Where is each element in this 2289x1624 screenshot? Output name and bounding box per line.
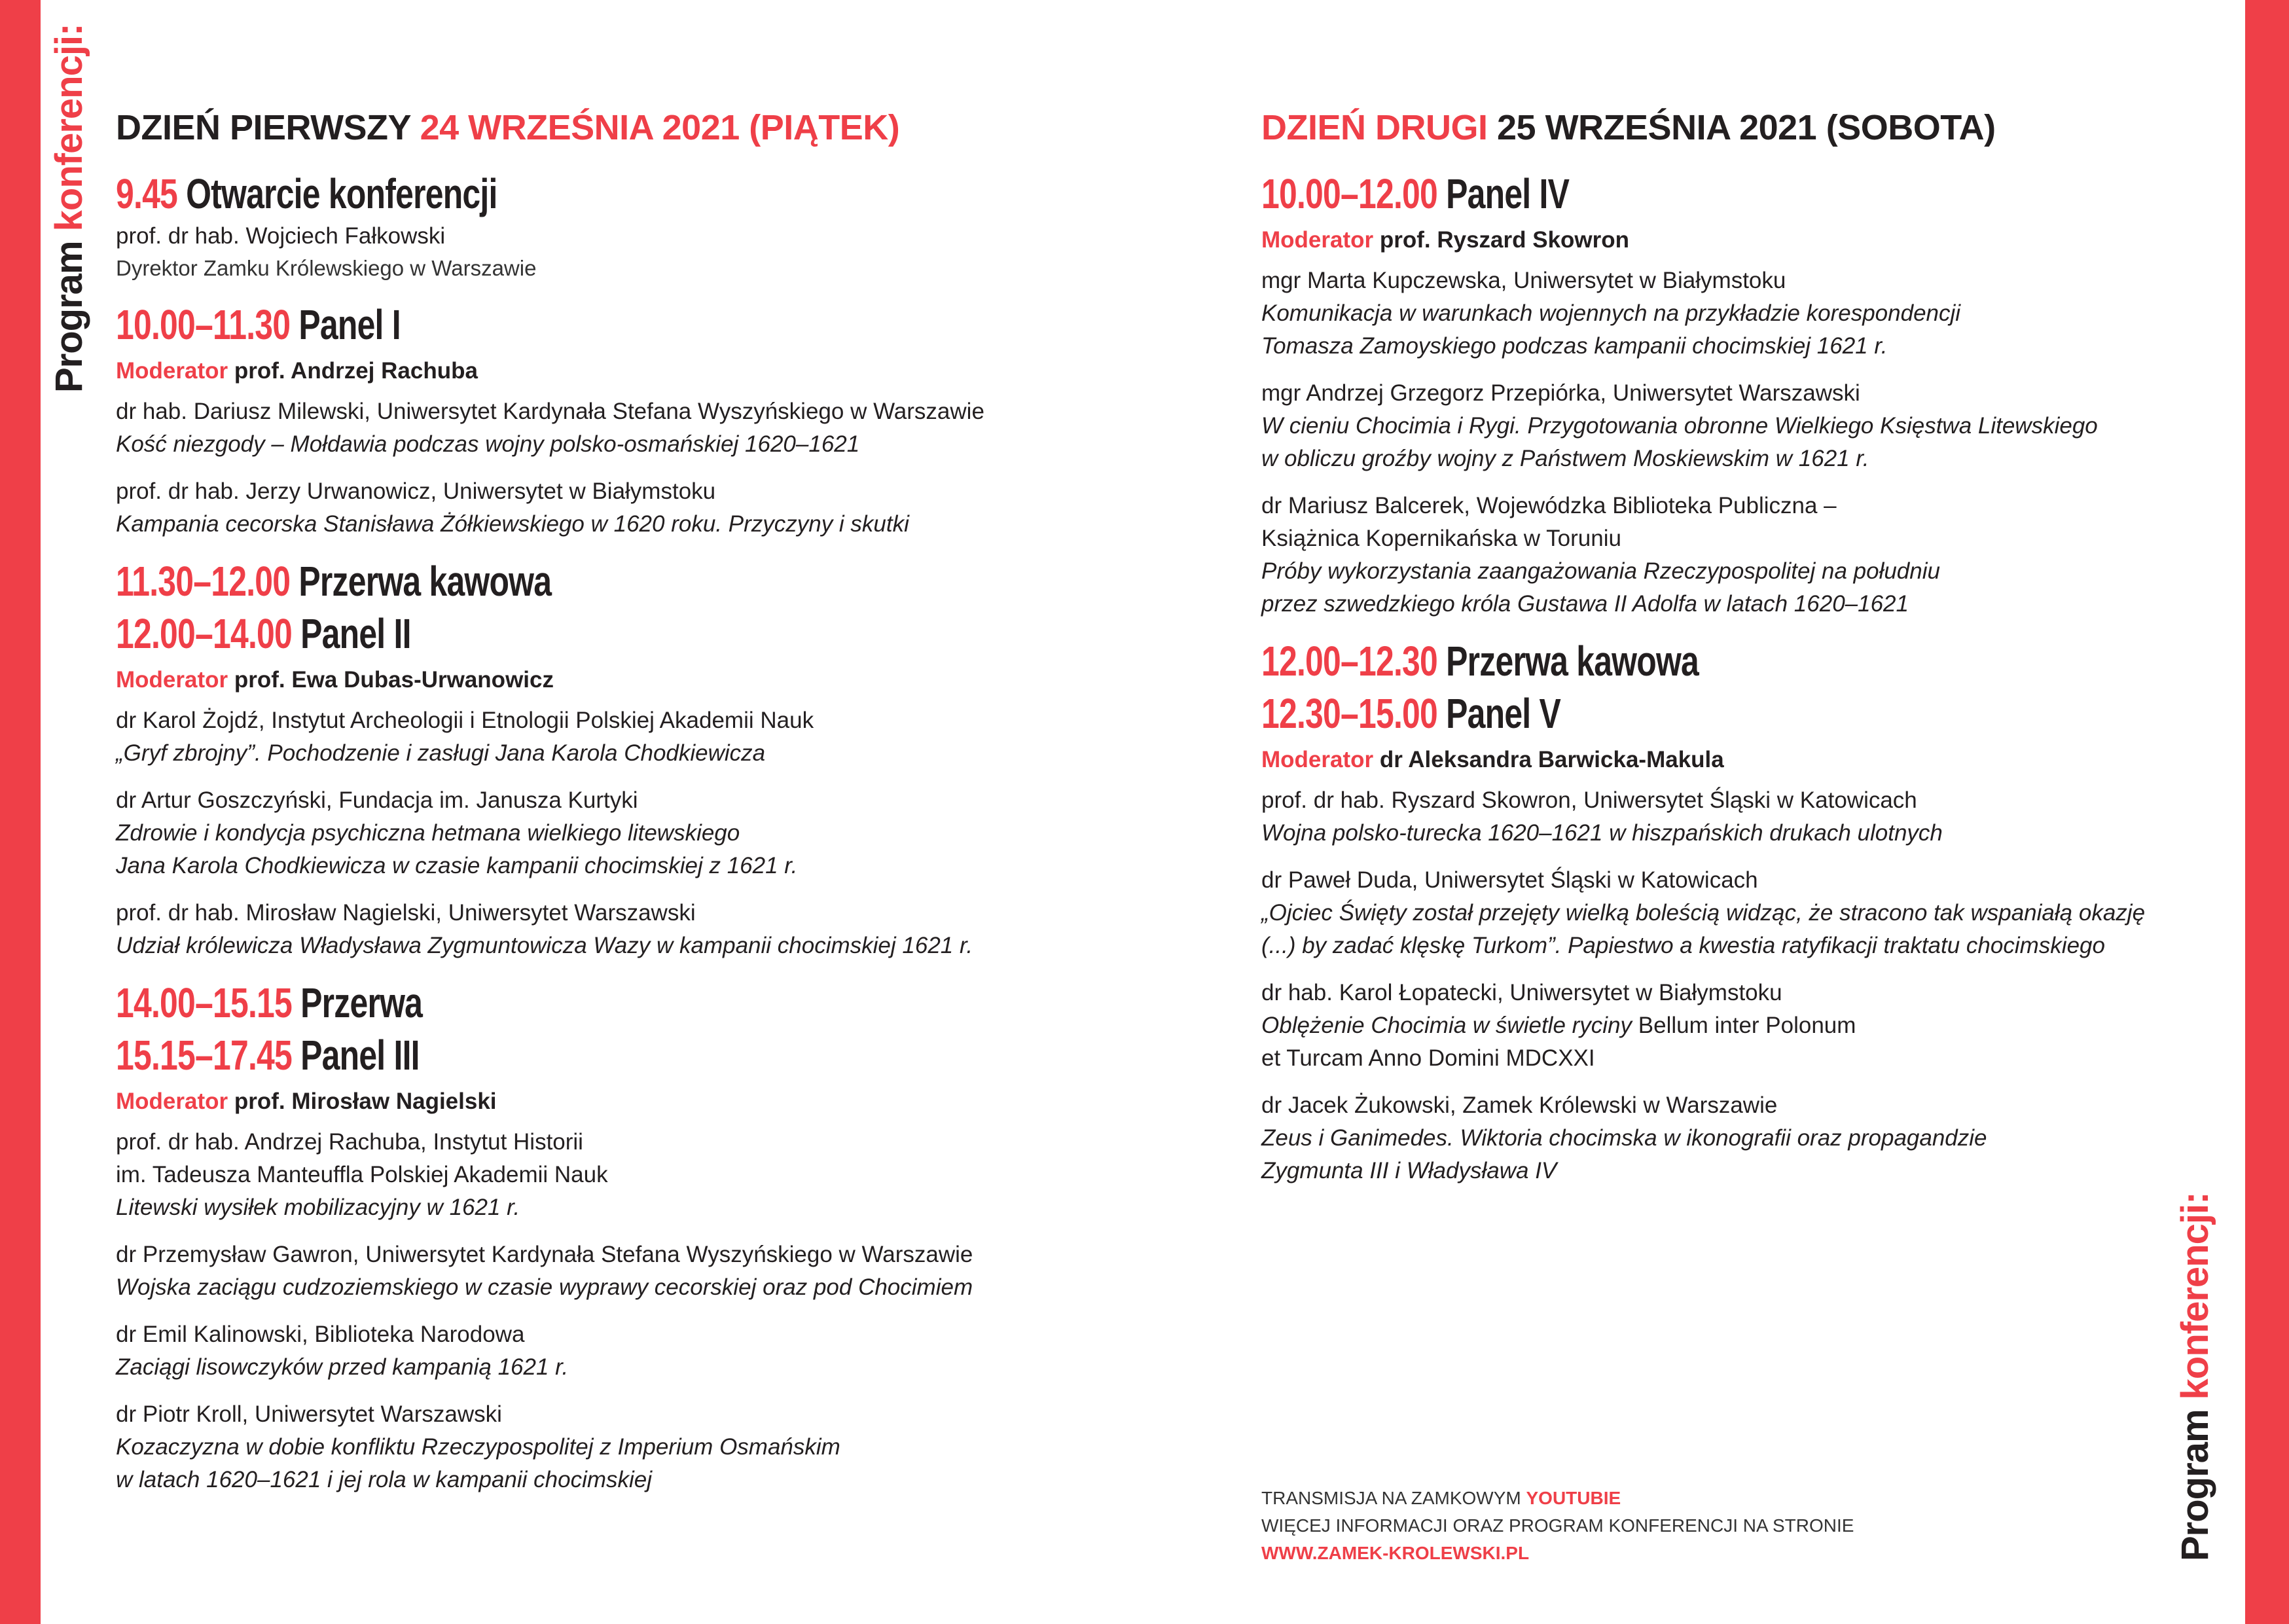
- talk-item: dr Mariusz Balcerek, Wojewódzka Biblioteka Publiczna – Książnica Kopernikańska w Toruniu Próby wykorzystania zaangażowania Rzeczypospolitej na południu przez szwedzkiego króla Gustawa II Adolfa w latach 1620–1621: [1261, 493, 1940, 617]
- talk-item: dr Karol Żojdź, Instytut Archeologii i Etnologii Polskiej Akademii Nauk „Gryf zbrojny”. Pochodzenie i zasługi Jana Karola Chodkiewicza: [116, 708, 814, 766]
- footer-line-transmission: TRANSMISJA NA ZAMKOWYM YOUTUBIE: [1261, 1488, 1621, 1508]
- talk-item: dr Jacek Żukowski, Zamek Królewski w Warszawie Zeus i Ganimedes. Wiktoria chocimska w ikonografii oraz propagandzie Zygmunta III i Władysława IV: [1261, 1092, 1987, 1183]
- panel2-moderator: Moderator prof. Ewa Dubas-Urwanowicz: [116, 667, 554, 693]
- side-label-left: Program konferencji:: [48, 24, 90, 393]
- panel5-moderator: Moderator dr Aleksandra Barwicka-Makula: [1261, 747, 1724, 772]
- talk-item: prof. dr hab. Mirosław Nagielski, Uniwersytet Warszawski Udział królewicza Władysława Zygmuntowicza Wazy w kampanii chocimskiej 1621 r.: [116, 900, 973, 958]
- day2-heading: DZIEŃ DRUGI 25 WRZEŚNIA 2021 (SOBOTA): [1261, 108, 1996, 147]
- footer-info: [1261, 1485, 1854, 1567]
- talk-item: prof. dr hab. Andrzej Rachuba, Instytut Historii im. Tadeusza Manteuffla Polskiej Akademii Nauk Litewski wysiłek mobilizacyjny w 1621 r.: [116, 1129, 608, 1220]
- opening-role: Dyrektor Zamku Królewskiego w Warszawie: [116, 256, 537, 280]
- talk-item: dr Piotr Kroll, Uniwersytet Warszawski Kozaczyzna w dobie konfliktu Rzeczypospolitej z Imperium Osmańskim w latach 1620–1621 i jej rola w kampanii chocimskiej: [116, 1401, 840, 1492]
- talk-item: dr Artur Goszczyński, Fundacja im. Janusza Kurtyki Zdrowie i kondycja psychiczna hetmana wielkiego litewskiego Jana Karola Chodkiewicza w czasie kampanii chocimskiej z 1621 r.: [116, 787, 798, 878]
- panel2-slot: 12.00–14.00 Panel II: [116, 610, 411, 657]
- talk-item: prof. dr hab. Ryszard Skowron, Uniwersytet Śląski w Katowicach Wojna polsko-turecka 1620–1621 w hiszpańskich drukach ulotnych: [1261, 787, 1943, 846]
- talk-item: mgr Andrzej Grzegorz Przepiórka, Uniwersytet Warszawski W cieniu Chocimia i Rygi. Przygotowania obronne Wielkiego Księstwa Litewskiego w obliczu groźby wojny z Państwem Moskiewskim w 1621 r.: [1261, 380, 2098, 471]
- right-red-band: [2245, 0, 2289, 1624]
- website-link[interactable]: WWW.ZAMEK-KROLEWSKI.PL: [1261, 1543, 1530, 1563]
- talk-item: dr Paweł Duda, Uniwersytet Śląski w Katowicach „Ojciec Święty został przejęty wielką boleścią widząc, że stracono tak wspaniałą okazję (...) by zadać klęskę Turkom”. Papiestwo a kwestia ratyfikacji traktatu chocimskiego: [1261, 867, 2146, 958]
- talk-item: prof. dr hab. Jerzy Urwanowicz, Uniwersytet w Białymstoku Kampania cecorska Stanisława Żółkiewskiego w 1620 roku. Przyczyny i skutki: [116, 478, 909, 537]
- panel3-moderator: Moderator prof. Mirosław Nagielski: [116, 1089, 497, 1114]
- footer-line-info: WIĘCEJ INFORMACJI ORAZ PROGRAM KONFERENCJI NA STRONIE: [1261, 1515, 1854, 1536]
- day2-column: [1261, 105, 2217, 1202]
- talk-item: dr Emil Kalinowski, Biblioteka Narodowa Zaciągi lisowczyków przed kampanią 1621 r.: [116, 1322, 569, 1380]
- panel5-slot: 12.30–15.00 Panel V: [1261, 690, 1561, 737]
- panel4-moderator: Moderator prof. Ryszard Skowron: [1261, 227, 1630, 253]
- talk-item: dr hab. Karol Łopatecki, Uniwersytet w Białymstoku Oblężenie Chocimia w świetle ryciny Bellum inter Polonum et Turcam Anno Domini MDCXXI: [1261, 980, 1856, 1071]
- opening-speaker: prof. dr hab. Wojciech Fałkowski: [116, 223, 446, 249]
- panel4-slot: 10.00–12.00 Panel IV: [1261, 170, 1570, 217]
- left-red-band: [0, 0, 41, 1624]
- talk-item: dr hab. Dariusz Milewski, Uniwersytet Kardynała Stefana Wyszyńskiego w Warszawie Kość niezgody – Mołdawia podczas wojny polsko-osmańskiej 1620–1621: [116, 399, 984, 457]
- panel1-slot: 10.00–11.30 Panel I: [116, 301, 401, 348]
- break2-slot: 14.00–15.15 Przerwa: [116, 979, 423, 1026]
- youtube-link[interactable]: YOUTUBIE: [1526, 1488, 1621, 1508]
- talk-item: dr Przemysław Gawron, Uniwersytet Kardynała Stefana Wyszyńskiego w Warszawie Wojska zaciągu cudzoziemskiego w czasie wyprawy cecorskiej oraz pod Chocimiem: [116, 1242, 973, 1300]
- panel3-slot: 15.15–17.45 Panel III: [116, 1032, 420, 1079]
- break3-slot: 12.00–12.30 Przerwa kawowa: [1261, 638, 1699, 685]
- side-label-right: Program konferencji:: [2174, 1192, 2216, 1561]
- panel1-moderator: Moderator prof. Andrzej Rachuba: [116, 358, 478, 384]
- talk-item: mgr Marta Kupczewska, Uniwersytet w Białymstoku Komunikacja w warunkach wojennych na przykładzie korespondencji Tomasza Zamoyskiego podczas kampanii chocimskiej 1621 r.: [1261, 268, 1961, 359]
- opening-slot: 9.45 Otwarcie konferencji: [116, 170, 497, 217]
- break1-slot: 11.30–12.00 Przerwa kawowa: [116, 558, 552, 605]
- day1-column: [116, 105, 1196, 1511]
- day1-heading: DZIEŃ PIERWSZY 24 WRZEŚNIA 2021 (PIĄTEK): [116, 108, 900, 147]
